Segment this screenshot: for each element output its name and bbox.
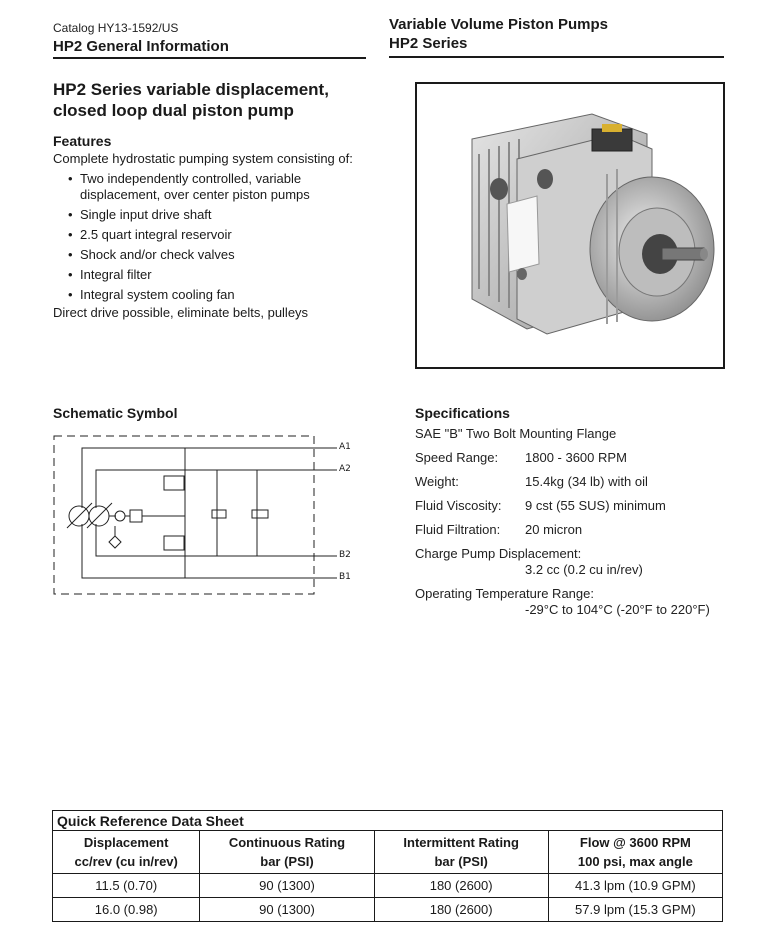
product-line-title: Variable Volume Piston Pumps <box>389 16 608 33</box>
table-cell: 90 (1300) <box>200 874 374 898</box>
features-outro: Direct drive possible, eliminate belts, pulleys <box>53 305 309 320</box>
table-title: Quick Reference Data Sheet <box>53 811 723 831</box>
schematic-boundary <box>54 436 314 594</box>
features-heading: Features <box>53 133 112 149</box>
column-header: Displacement cc/rev (cu in/rev) <box>53 831 200 874</box>
table-row <box>53 874 723 898</box>
table-cell: 16.0 (0.98) <box>53 898 200 922</box>
spec-label: Charge Pump Displacement: <box>415 546 582 561</box>
series-title: HP2 Series <box>389 35 468 52</box>
spec-value: 15.4kg (34 lb) with oil <box>525 474 648 489</box>
catalog-number: Catalog HY13-1592/US <box>53 21 179 35</box>
table-cell: 11.5 (0.70) <box>53 874 200 898</box>
list-item: • Integral filter <box>68 267 368 283</box>
spec-label: Operating Temperature Range: <box>415 586 594 601</box>
table-cell: 180 (2600) <box>374 874 548 898</box>
header-rule-right <box>389 56 724 58</box>
column-header: Intermittent Rating bar (PSI) <box>374 831 548 874</box>
page-title-line-2: closed loop dual piston pump <box>53 101 294 120</box>
table-cell: 180 (2600) <box>374 898 548 922</box>
spec-value: 3.2 cc (0.2 cu in/rev) <box>525 562 643 577</box>
schematic-heading: Schematic Symbol <box>53 405 178 421</box>
list-item: • Two independently controlled, variable displacement, over center piston pumps <box>68 171 368 203</box>
table-cell: 41.3 lpm (10.9 GPM) <box>548 874 722 898</box>
page-title-line-1: HP2 Series variable displacement, <box>53 80 329 99</box>
list-item: • Integral system cooling fan <box>68 287 368 303</box>
hydraulic-schematic <box>52 430 352 600</box>
spec-label: Speed Range: <box>415 450 499 465</box>
column-header: Flow @ 3600 RPM 100 psi, max angle <box>548 831 722 874</box>
line-a1 <box>82 448 337 508</box>
spec-flange: SAE "B" Two Bolt Mounting Flange <box>415 426 617 441</box>
port-label-a2: A2 <box>339 464 351 474</box>
features-intro: Complete hydrostatic pumping system consisting of: <box>53 151 353 166</box>
features-list <box>68 171 368 307</box>
port-label-b2: B2 <box>339 550 351 560</box>
spec-value: 1800 - 3600 RPM <box>525 450 627 465</box>
list-item: • Shock and/or check valves <box>68 247 368 263</box>
pump-illustration <box>417 84 723 367</box>
list-item: • Single input drive shaft <box>68 207 368 223</box>
header-rule-left <box>53 57 366 59</box>
list-item: • 2.5 quart integral reservoir <box>68 227 368 243</box>
specifications-heading: Specifications <box>415 405 510 421</box>
product-photo <box>415 82 725 369</box>
table-row <box>53 898 723 922</box>
column-header: Continuous Rating bar (PSI) <box>200 831 374 874</box>
spec-value: 20 micron <box>525 522 583 537</box>
table-cell: 90 (1300) <box>200 898 374 922</box>
section-title: HP2 General Information <box>53 38 229 55</box>
quick-reference-table <box>52 810 723 922</box>
port-label-b1: B1 <box>339 572 351 582</box>
spec-value: 9 cst (55 SUS) minimum <box>525 498 666 513</box>
table-cell: 57.9 lpm (15.3 GPM) <box>548 898 722 922</box>
spec-value: -29°C to 104°C (-20°F to 220°F) <box>525 602 710 617</box>
spec-label: Fluid Viscosity: <box>415 498 502 513</box>
spec-label: Weight: <box>415 474 459 489</box>
page-title <box>53 79 393 121</box>
line-b1 <box>82 524 337 578</box>
port-label-a1: A1 <box>339 442 351 452</box>
table-header-row <box>53 831 723 874</box>
schematic-symbol <box>52 430 352 605</box>
spec-label: Fluid Filtration: <box>415 522 501 537</box>
